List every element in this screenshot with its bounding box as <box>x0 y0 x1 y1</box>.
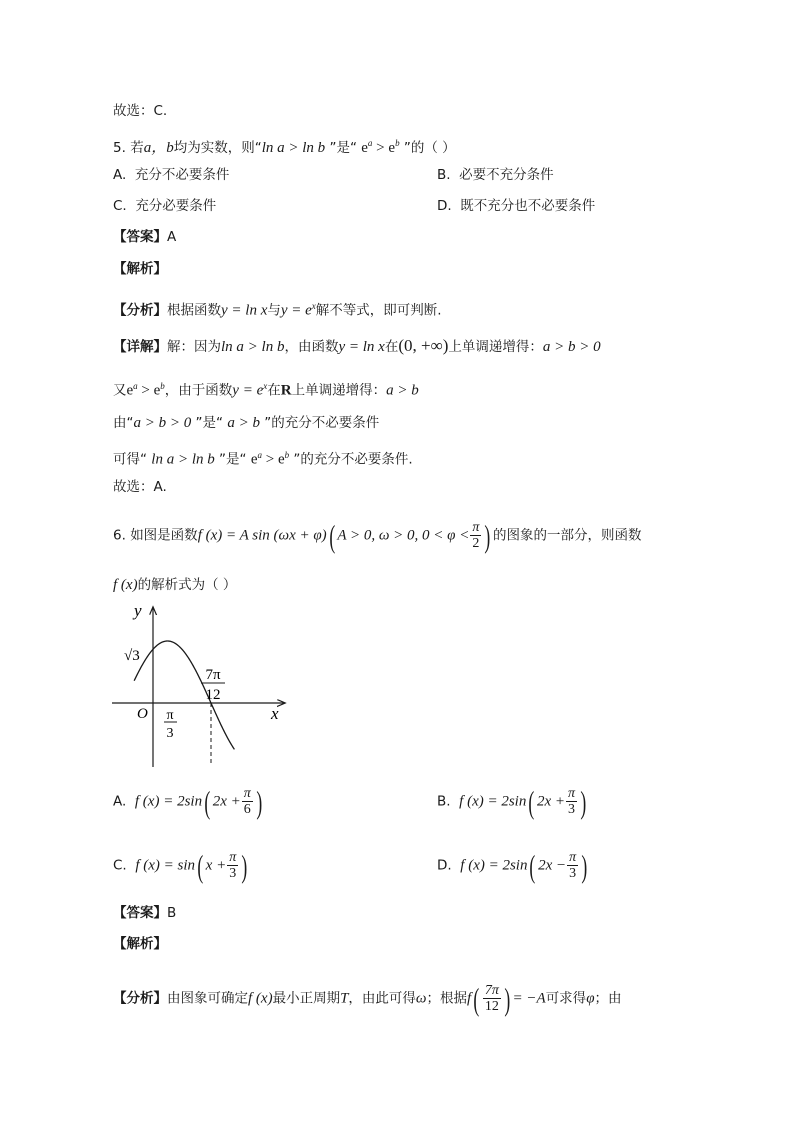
q6-option-b[interactable]: B. f (x) = 2sin( 2x + $\frac{\pi}{3}$ ) <box>437 783 587 820</box>
q5-vars: a，b <box>143 140 174 156</box>
q5-xiangjie-2: 又$e^a > e^b$，由于函数$y = e^x$在R上单调递增得：a > b <box>113 381 419 399</box>
tick2-den: 12 <box>205 687 221 703</box>
q5-xiangjie-4: 可得“ ln a > ln b ”是“ $e^a > e^b$ ”的充分不必要条件. <box>113 450 413 468</box>
q5-stem-text-b: 均为实数，则“ <box>173 140 262 156</box>
q6-option-d[interactable]: D. f (x) = 2sin( 2x − $\frac{\pi}{3}$ ) <box>437 847 588 884</box>
tick1-den: 3 <box>166 726 174 741</box>
q6-stem-2: f (x)的解析式为（ ） <box>113 577 237 593</box>
prev-conclusion: 故选：C. <box>113 103 168 119</box>
q5-stem <box>113 133 456 158</box>
y-label: y <box>134 602 142 620</box>
q5-option-c[interactable]: C. 充分必要条件 <box>113 198 217 214</box>
q6-option-c[interactable]: C. f (x) = sin( x + $\frac{\pi}{3}$ ) <box>113 847 248 884</box>
q5-option-d[interactable]: D. 既不充分也不必要条件 <box>437 198 596 214</box>
q5-answer: 【答案】A <box>113 229 177 245</box>
q6-option-a[interactable]: A. f (x) = 2sin( 2x + $\frac{\pi}{6}$ ) <box>113 783 263 820</box>
q6-fenxi: 【分析】由图象可确定f (x)最小正周期T，由此可得ω；根据f( $\frac{7\pi}{12}$ ) = −A可求得φ；由 <box>113 980 622 1017</box>
q5-stem-text: 若 <box>130 140 144 156</box>
q5-number: 5. <box>113 140 126 156</box>
q6-graph <box>112 602 292 772</box>
q5-xiangjie-3: 由“a > b > 0 ”是“ a > b ”的充分不必要条件 <box>113 415 380 431</box>
q5-stem-text-d: ”的（ ） <box>399 140 456 156</box>
origin-label: O <box>137 706 148 722</box>
q6-number: 6. <box>113 527 126 544</box>
q5-option-a[interactable]: A. 充分不必要条件 <box>113 167 230 183</box>
q5-fenxi: 【分析】根据函数y = ln x与$y = e^x$解不等式，即可判断. <box>113 301 442 319</box>
sqrt3-label: √3 <box>124 648 140 664</box>
q6-answer: 【答案】B <box>113 905 177 921</box>
q5-jiexi: 【解析】 <box>113 261 167 277</box>
tick2-num: 7π <box>205 667 221 683</box>
q5-cond2: $e^a > e^b$ <box>361 138 400 156</box>
q5-conclusion: 故选：A. <box>113 479 167 495</box>
q6-stem: 6. 如图是函数f (x) = A sin (ωx + φ)( A > 0, ω > 0, 0 < φ < $\frac{\pi}{2}$ ) 的图象的一部分，则函数 <box>113 517 642 554</box>
q5-option-b[interactable]: B. 必要不充分条件 <box>437 167 554 183</box>
tick1-num: π <box>166 708 174 723</box>
q5-xiangjie-1: 【详解】解：因为ln a > ln b，由函数y = ln x在(0, +∞)上单调递增得：a > b > 0 <box>113 336 601 355</box>
q6-jiexi: 【解析】 <box>113 936 167 952</box>
q5-stem-text-c: ”是“ <box>325 140 362 156</box>
q5-cond1: ln a > ln b <box>261 140 326 156</box>
x-label: x <box>271 704 279 723</box>
